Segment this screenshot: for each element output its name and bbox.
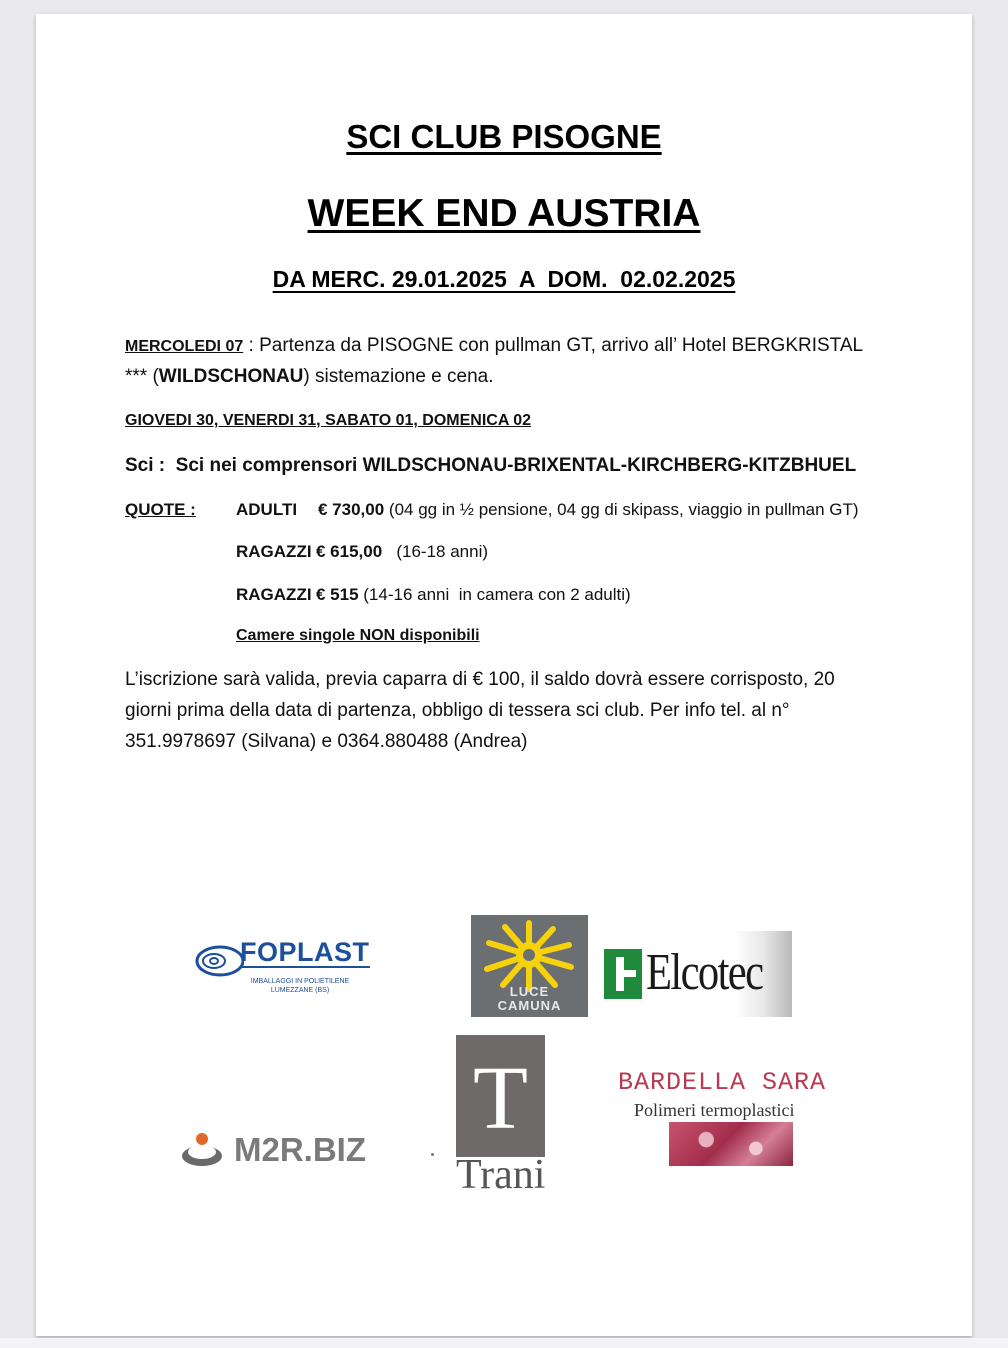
departure-day-label: MERCOLEDI 07	[125, 338, 244, 355]
title: SCI CLUB PISOGNE	[346, 118, 662, 155]
departure-line-2	[125, 366, 494, 388]
dates-heading: DA MERC. 29.01.2025 A DOM. 02.02.2025	[272, 266, 736, 292]
quote-note: (16-18 anni)	[382, 542, 489, 561]
registration-line-3: 351.9978697 (Silvana) e 0364.880488 (Andrea)	[125, 731, 528, 752]
single-rooms-note: Camere singole NON disponibili	[236, 627, 480, 644]
luce-camuna-logo	[471, 915, 588, 1017]
departure-location: WILDSCHONAU	[158, 366, 304, 387]
departure-line-1	[125, 335, 863, 357]
trani-mark	[456, 1035, 545, 1157]
viewer-bottom-band	[0, 1338, 1008, 1348]
pellets-image	[669, 1122, 793, 1166]
luce-camuna-line1: LUCE	[509, 984, 550, 999]
elcotec-name: Elcotec	[646, 944, 763, 1001]
quote-price: € 615,00	[316, 542, 383, 561]
foplast-name: FOPLAST	[240, 937, 370, 967]
registration-line-2: giorni prima della data di partenza, obbligo di tessera sci club. Per info tel. al n°	[125, 700, 790, 721]
quote-who: RAGAZZI	[236, 542, 312, 561]
departure-text-2: ) sistemazione e cena.	[303, 366, 494, 387]
bardella-name: BARDELLA SARA	[618, 1068, 827, 1097]
quote-label: QUOTE :	[125, 500, 196, 519]
foplast-sub2: LUMEZZANE (BS)	[270, 987, 330, 994]
quote-price: € 515	[316, 585, 359, 604]
quote-row-kids	[236, 585, 631, 605]
bardella-logo	[610, 1068, 850, 1168]
elcotec-logo	[600, 931, 792, 1017]
bardella-sub: Polimeri termoplastici	[634, 1100, 795, 1120]
foplast-disc-icon	[194, 941, 244, 981]
trani-name: Trani	[456, 1152, 546, 1198]
quote-price: € 730,00	[318, 500, 385, 519]
departure-text: : Partenza da PISOGNE con pullman GT, arrivo all’ Hotel BERGKRISTAL	[243, 335, 864, 356]
m2r-swirl-icon	[180, 1130, 226, 1170]
luce-camuna-line2: CAMUNA	[497, 998, 562, 1013]
ski-areas: Sci : Sci nei comprensori WILDSCHONAU-BRIXENTAL-KIRCHBERG-KITZBHUEL	[125, 455, 857, 476]
registration-line-1: L’iscrizione sarà valida, previa caparra di € 100, il saldo dovrà essere corrisposto, 20	[125, 669, 835, 690]
quote-who: RAGAZZI	[236, 585, 312, 604]
quote-row-teens	[236, 542, 488, 562]
quote-who: ADULTI	[236, 500, 298, 519]
ski-days: GIOVEDI 30, VENERDI 31, SABATO 01, DOMENICA 02	[125, 412, 532, 429]
quote-row-adults	[236, 500, 859, 520]
subtitle: WEEK END AUSTRIA	[307, 192, 701, 235]
trani-letter: T	[473, 1049, 528, 1148]
elcotec-mark-icon	[604, 949, 642, 999]
m2r-logo	[180, 1128, 420, 1172]
quote-note: (04 gg in ½ pensione, 04 gg di skipass, viaggio in pullman GT)	[384, 500, 859, 519]
m2r-name: M2R.BIZ	[234, 1131, 366, 1168]
quote-note: (14-16 anni in camera con 2 adulti)	[358, 585, 631, 604]
foplast-logo	[194, 938, 394, 998]
departure-stars: *** (	[125, 366, 159, 387]
foplast-sub1: IMBALLAGGI IN POLIETILENE	[250, 978, 350, 985]
